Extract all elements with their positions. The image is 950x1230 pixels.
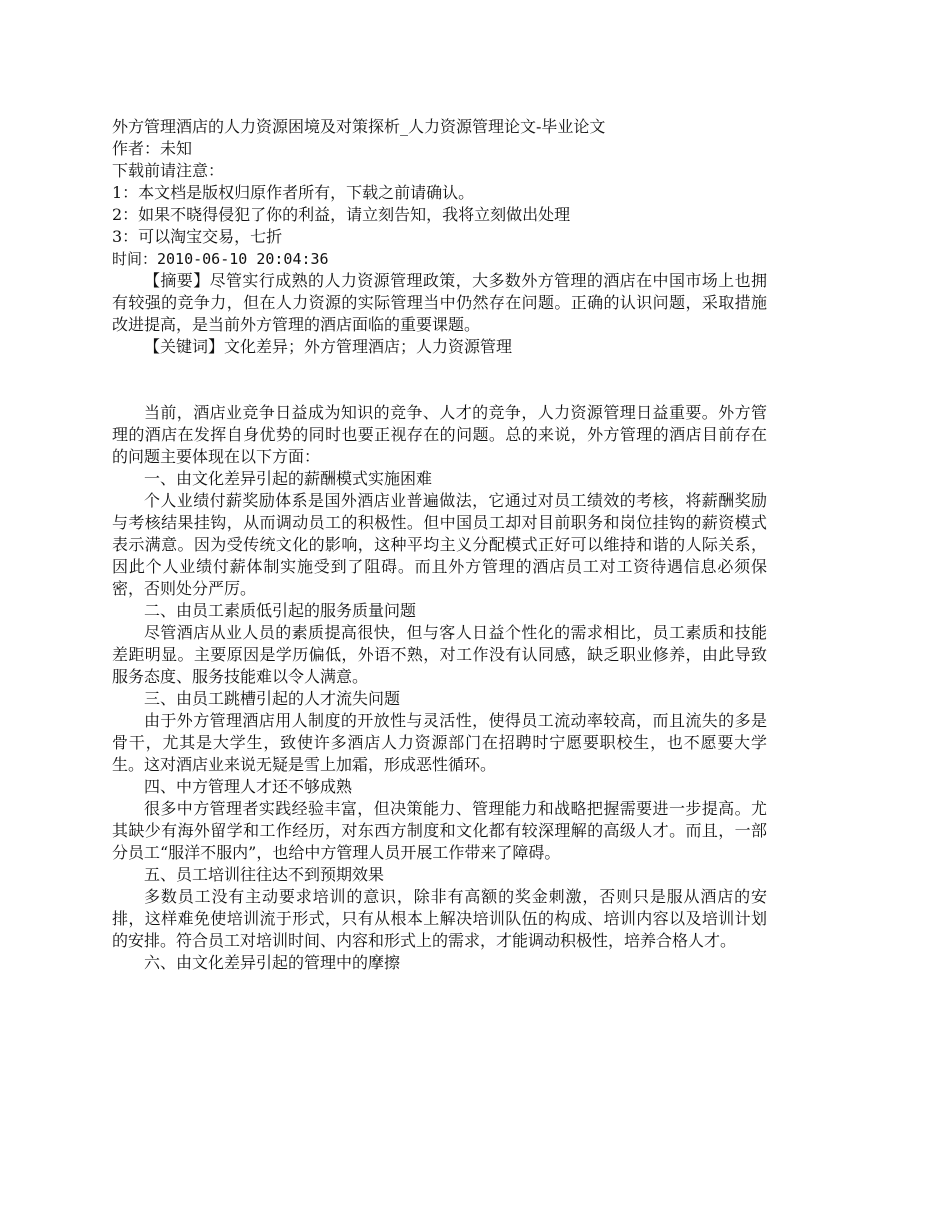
keywords-line: 【关键词】文化差异；外方管理酒店；人力资源管理: [144, 337, 513, 356]
timestamp-line: 时间：2010-06-10 20:04:36: [112, 250, 329, 268]
abstract-paragraph: 【摘要】尽管实行成熟的人力资源管理政策，大多数外方管理的酒店在中国市场上也拥有较强的竞争力，但在人力资源的实际管理当中仍然存在问题。正确的认识问题，采取措施改进提高，是当前外方管理的酒店面临的重要课题。: [112, 271, 767, 334]
section-heading-3: 三、由员工跳槽引起的人才流失问题: [144, 689, 401, 708]
notice-item-2: 2：如果不晓得侵犯了你的利益，请立刻告知，我将立刻做出处理: [112, 205, 571, 224]
author-line: 作者：未知: [112, 139, 193, 158]
document-page: [112, 116, 767, 974]
section-spacer: [112, 358, 767, 402]
notice-item-3: 3：可以淘宝交易，七折: [112, 227, 283, 246]
section-heading-1: 一、由文化差异引起的薪酬模式实施困难: [144, 469, 433, 488]
section-heading-6: 六、由文化差异引起的管理中的摩擦: [144, 953, 401, 972]
section-body-3: 由于外方管理酒店用人制度的开放性与灵活性，使得员工流动率较高，而且流失的多是骨干，尤其是大学生，致使许多酒店人力资源部门在招聘时宁愿要职校生，也不愿要大学生。这对酒店业来说无疑是雪上加霜，形成恶性循环。: [112, 711, 767, 774]
section-heading-4: 四、中方管理人才还不够成熟: [144, 777, 353, 796]
section-body-1: 个人业绩付薪奖励体系是国外酒店业普遍做法，它通过对员工绩效的考核，将薪酬奖励与考核结果挂钩，从而调动员工的积极性。但中国员工却对目前职务和岗位挂钩的薪资模式表示满意。因为受传统文化的影响，这种平均主义分配模式正好可以维持和谐的人际关系，因此个人业绩付薪体制实施受到了阻碍。而且外方管理的酒店员工对工资待遇信息必须保密，否则处分严厉。: [112, 491, 767, 598]
notice-heading: 下载前请注意：: [112, 161, 225, 180]
document-title: 外方管理酒店的人力资源困境及对策探析_人力资源管理论文-毕业论文: [112, 117, 606, 136]
section-body-5: 多数员工没有主动要求培训的意识，除非有高额的奖金刺激，否则只是服从酒店的安排，这样难免使培训流于形式，只有从根本上解决培训队伍的构成、培训内容以及培训计划的安排。符合员工对培训时间、内容和形式上的需求，才能调动积极性，培养合格人才。: [112, 887, 767, 950]
notice-item-1: 1：本文档是版权归原作者所有，下载之前请确认。: [112, 183, 475, 202]
section-body-4: 很多中方管理者实践经验丰富，但决策能力、管理能力和战略把握需要进一步提高。尤其缺少有海外留学和工作经历，对东西方制度和文化都有较深理解的高级人才。而且，一部分员工“服洋不服内”，也给中方管理人员开展工作带来了障碍。: [112, 799, 767, 862]
section-heading-5: 五、员工培训往往达不到预期效果: [144, 865, 385, 884]
section-body-2: 尽管酒店从业人员的素质提高很快，但与客人日益个性化的需求相比，员工素质和技能差距明显。主要原因是学历偏低，外语不熟，对工作没有认同感，缺乏职业修养，由此导致服务态度、服务技能难以令人满意。: [112, 623, 767, 686]
intro-paragraph: 当前，酒店业竞争日益成为知识的竞争、人才的竞争，人力资源管理日益重要。外方管理的酒店在发挥自身优势的同时也要正视存在的问题。总的来说，外方管理的酒店目前存在的问题主要体现在以下方面：: [112, 403, 767, 466]
section-heading-2: 二、由员工素质低引起的服务质量问题: [144, 601, 417, 620]
